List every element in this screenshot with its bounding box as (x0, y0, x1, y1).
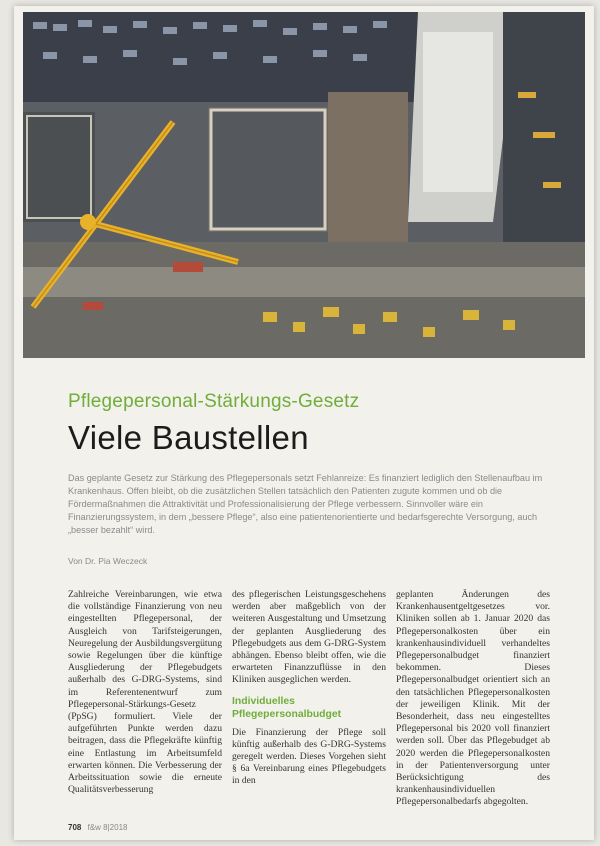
magazine-issue: f&w 8|2018 (87, 823, 128, 832)
aerial-photo-graphic (23, 12, 585, 358)
article-headline: Viele Baustellen (68, 419, 309, 456)
page-number: 708 (68, 823, 82, 832)
body-paragraph: geplanten Änderungen des Krankenhausentgeltgesetzes vor. Kliniken sollen ab 1. Januar 2020 das Pflegepersonalkosten über ein krankenhausindividuell verhandeltes Pflegepersonalbudget finanziert bekommen. Dieses Pflegepersonalbudget orientiert sich an den tatsächlichen Pflegepersonalkosten der jeweiligen Klinik. Mit der Besonderheit, dass neu eingestelltes Pflegepersonal bis 2020 voll finanziert werden soll. Über das Pflegebudget ab 2020 werden die Pflegepersonalkosten in der Patientenversorgung unter Berücksichtigung des krankenhausindividuellen Pflegepersonalbedarfs abgegolten. (396, 589, 550, 808)
body-paragraph: Die Finanzierung der Pflege soll künftig außerhalb des G-DRG-Systems geregelt werden. Dieses Vorgehen sieht § 6a Vereinbarung eines Pflegebudgets in den (232, 726, 386, 787)
page-footer (68, 823, 127, 832)
body-column-3 (396, 589, 550, 809)
body-column-2 (232, 589, 386, 788)
article-author: Von Dr. Pia Weczeck (68, 556, 148, 566)
construction-site-aerial-photo (23, 12, 585, 358)
body-paragraph: Zahlreiche Vereinbarungen, wie etwa die vollständige Finanzierung von neu eingestellten Pflegepersonal, der Ausgleich von Tarifsteigerungen, Neuregelung der Ausbildungsvergütung sowie Regelungen über die künftige Ausgliederung der Pflegebudgets außerhalb des G-DRG-Systems, sind im Referentenentwurf zum Pflegepersonal-Stärkungs-Gesetz (PpSG) formuliert. Viele der aufgeführten Punkte werden dazu beitragen, dass die Pflegekräfte künftig eine Entlastung im Arbeitsumfeld erwarten können. Die Verbesserung der Arbeitssituation sowie die erneute Qualitätsverbesserung (68, 589, 222, 796)
section-subhead: Individuelles Pflegepersonalbudget (232, 695, 342, 720)
article-kicker: Pflegepersonal-Stärkungs-Gesetz (68, 391, 360, 412)
article-lead: Das geplante Gesetz zur Stärkung des Pflegepersonals setzt Fehlanreize: Es finanziert lediglich den Stellenaufbau im Krankenhaus. Offen bleibt, ob die zusätzlichen Stellen tatsächlich den Patienten zugute kommen und ob die Fördermaßnahmen die Attraktivität und Professionalisierung der Pflege verbessern. Sinnvoller wäre ein Finanzierungssystem, in dem „bessere Pflege“, also eine patientenorientierte und bedarfsgerechte Versorgung, auch „besser bezahlt“ wird. (68, 473, 543, 535)
magazine-page (14, 6, 594, 840)
body-paragraph: des pflegerischen Leistungsgeschehens werden aber maßgeblich von der weiteren Ausgestaltung und Umsetzung der geplanten Ausgliederung des Pflegebudgets aus dem G-DRG-System abhängen. Ebenso bleibt offen, wie die erwarteten Finanzzuflüsse in den Kliniken ausgeglichen werden. (232, 589, 386, 686)
body-column-1 (68, 589, 222, 796)
